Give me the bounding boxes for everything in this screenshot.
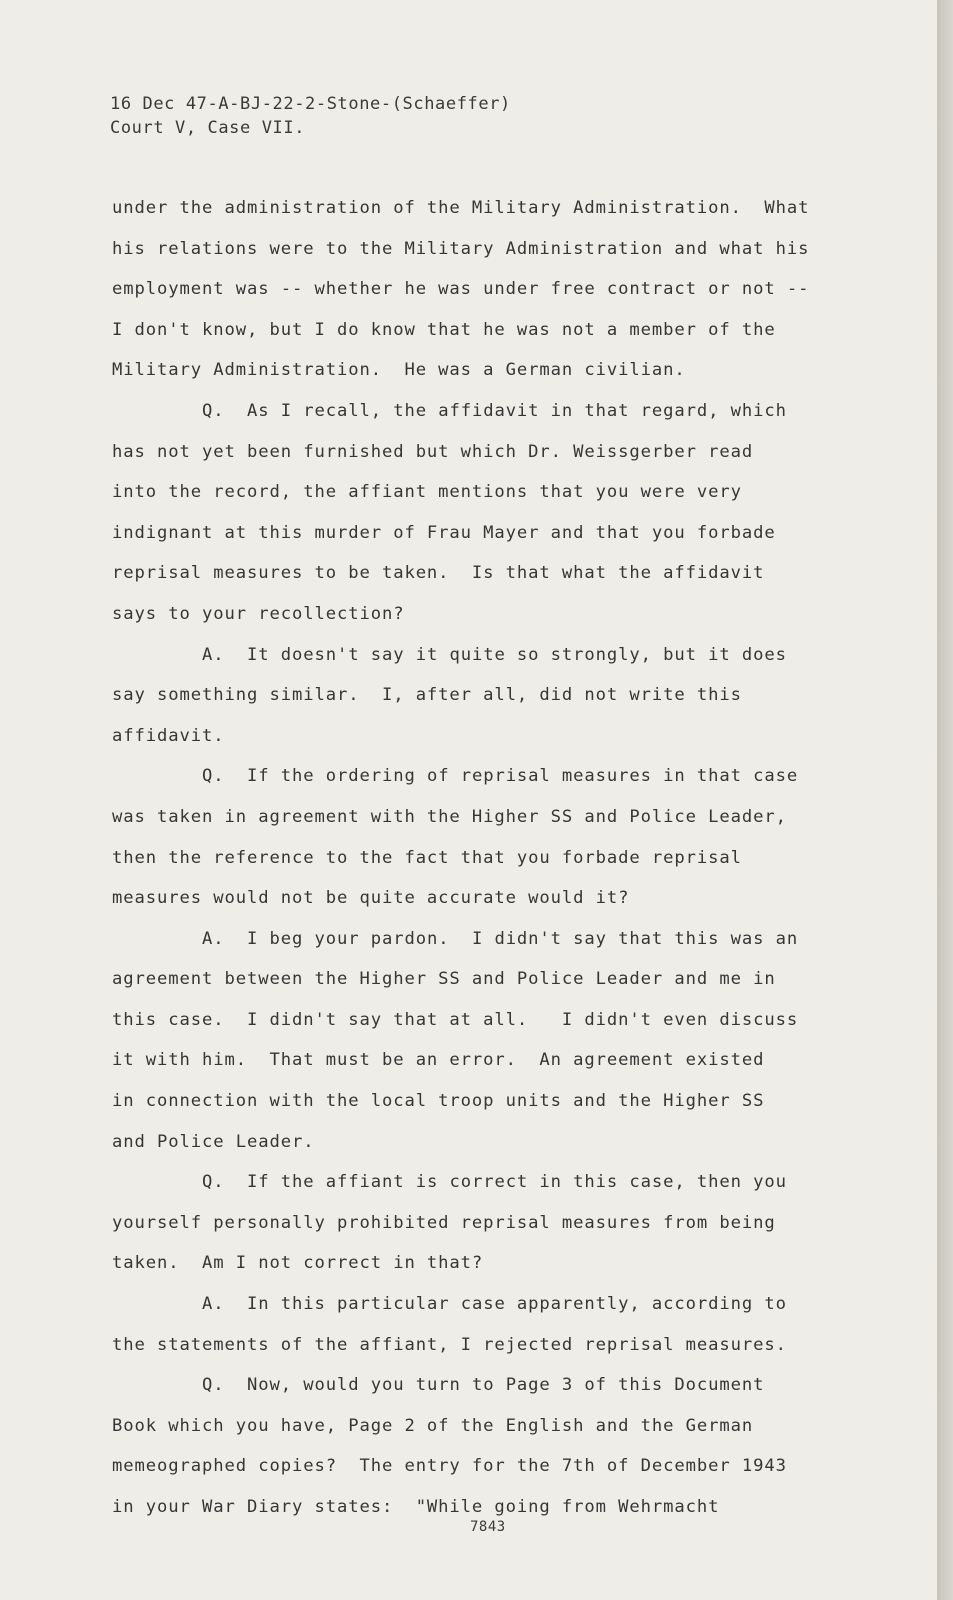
transcript-line: Q. Now, would you turn to Page 3 of this Document — [202, 1375, 765, 1396]
transcript-line: his relations were to the Military Administration and what his — [112, 238, 810, 259]
transcript-line: reprisal measures to be taken. Is that what the affidavit — [112, 563, 765, 584]
transcript-line: in connection with the local troop units and the Higher SS — [112, 1091, 765, 1112]
transcript-line: memeographed copies? The entry for the 7th of December 1943 — [112, 1456, 787, 1477]
transcript-line: and Police Leader. — [112, 1131, 315, 1152]
page-number: 7843 — [470, 1519, 506, 1535]
transcript-line: Q. As I recall, the affidavit in that regard, which — [202, 400, 787, 421]
transcript-body — [112, 188, 872, 1528]
transcript-line: in your War Diary states: "While going from Wehrmacht — [112, 1497, 720, 1517]
transcript-line: into the record, the affiant mentions that you were very — [112, 482, 742, 503]
transcript-line: Q. If the affiant is correct in this case, then you — [202, 1172, 787, 1193]
transcript-line: this case. I didn't say that at all. I didn't even discuss — [112, 1009, 799, 1030]
transcript-line: says to your recollection? — [112, 603, 405, 624]
transcript-line: measures would not be quite accurate would it? — [112, 888, 630, 909]
transcript-line: Military Administration. He was a German civilian. — [112, 360, 686, 381]
transcript-line: then the reference to the fact that you forbade reprisal — [112, 847, 742, 868]
transcript-line: indignant at this murder of Frau Mayer and that you forbade — [112, 522, 776, 543]
transcript-line: I don't know, but I do know that he was not a member of the — [112, 319, 776, 340]
transcript-line: Book which you have, Page 2 of the English and the German — [112, 1415, 754, 1436]
transcript-line: employment was -- whether he was under free contract or not -- — [112, 279, 810, 300]
transcript-line: A. I beg your pardon. I didn't say that this was an — [202, 928, 799, 949]
transcript-line: Q. If the ordering of reprisal measures in that case — [202, 766, 799, 787]
header-line-reference: 16 Dec 47-A-BJ-22-2-Stone-(Schaeffer) — [110, 94, 511, 114]
transcript-line: it with him. That must be an error. An agreement existed — [112, 1050, 765, 1071]
transcript-line: A. It doesn't say it quite so strongly, but it does — [202, 644, 787, 665]
transcript-line: has not yet been furnished but which Dr. Weissgerber read — [112, 441, 754, 462]
transcript-line: the statements of the affiant, I rejected reprisal measures. — [112, 1334, 787, 1355]
transcript-line: say something similar. I, after all, did not write this — [112, 685, 742, 706]
transcript-line: was taken in agreement with the Higher SS and Police Leader, — [112, 806, 787, 827]
header-line-court: Court V, Case VII. — [110, 118, 306, 138]
document-header — [110, 92, 511, 140]
transcript-line: yourself personally prohibited reprisal measures from being — [112, 1212, 776, 1233]
transcript-line: affidavit. — [112, 725, 225, 746]
transcript-line: A. In this particular case apparently, according to — [202, 1294, 787, 1315]
transcript-line: taken. Am I not correct in that? — [112, 1253, 484, 1274]
transcript-line: agreement between the Higher SS and Police Leader and me in — [112, 969, 776, 990]
transcript-line: under the administration of the Military Administration. What — [112, 198, 810, 218]
page-edge — [937, 0, 953, 1600]
